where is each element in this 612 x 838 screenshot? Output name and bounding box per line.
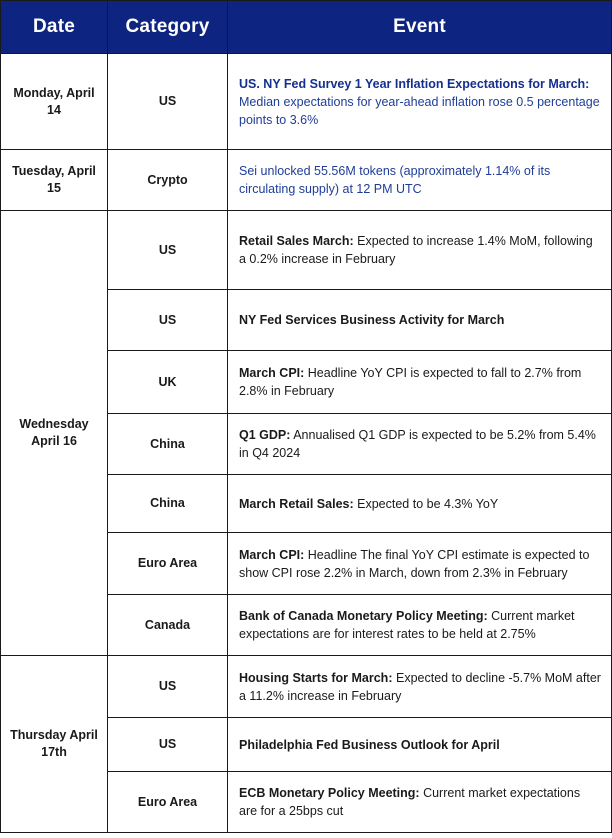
event-cell xyxy=(228,54,612,150)
event-lead: March Retail Sales: xyxy=(239,496,354,511)
header-date: Date xyxy=(1,1,108,54)
event-cell xyxy=(228,772,612,833)
event-text: Median expectations for year-ahead inflation rose 0.5 percentage points to 3.6% xyxy=(239,94,600,127)
event-cell xyxy=(228,475,612,533)
event-text: Current market expectations are for a 25bps cut xyxy=(239,786,581,818)
category-cell: US xyxy=(108,718,228,772)
event-cell xyxy=(228,656,612,718)
event-lead: Philadelphia Fed Business Outlook for April xyxy=(239,737,500,752)
event-lead: NY Fed Services Business Activity for March xyxy=(239,313,505,327)
category-cell: China xyxy=(108,475,228,533)
table-row xyxy=(1,656,612,718)
category-cell: China xyxy=(108,414,228,475)
category-cell: US xyxy=(108,290,228,351)
event-text: Current market expectations are for interest rates to be held at 2.75% xyxy=(239,609,575,641)
event-cell xyxy=(228,595,612,656)
header-row xyxy=(1,1,612,54)
event-lead: March CPI: xyxy=(239,547,305,562)
category-cell: UK xyxy=(108,351,228,414)
date-cell: Thursday April 17th xyxy=(1,656,108,833)
date-cell: Monday, April 14 xyxy=(1,54,108,150)
date-cell: Tuesday, April 15 xyxy=(1,150,108,211)
event-lead: Housing Starts for March: xyxy=(239,670,393,685)
event-text: Expected to increase 1.4% MoM, following a 0.2% increase in February xyxy=(239,234,593,266)
event-text: Headline The final YoY CPI estimate is expected to show CPI rose 2.2% in March, down from 2.3% in February xyxy=(239,547,590,580)
event-cell xyxy=(228,150,612,211)
category-cell: US xyxy=(108,54,228,150)
category-cell: US xyxy=(108,656,228,718)
event-cell xyxy=(228,290,612,351)
event-text: Expected to be 4.3% YoY xyxy=(357,496,499,511)
date-cell: Wednesday April 16 xyxy=(1,211,108,656)
event-text: Expected to decline -5.7% MoM after a 11.2% increase in February xyxy=(239,670,601,703)
event-cell xyxy=(228,351,612,414)
header-event: Event xyxy=(228,1,612,54)
event-text: Headline YoY CPI is expected to fall to 2.7% from 2.8% in February xyxy=(239,366,582,398)
event-cell xyxy=(228,211,612,290)
event-text: Annualised Q1 GDP is expected to be 5.2% from 5.4% in Q4 2024 xyxy=(239,428,596,460)
event-lead: ECB Monetary Policy Meeting: xyxy=(239,786,420,800)
table-row xyxy=(1,54,612,150)
event-lead: March CPI: xyxy=(239,366,305,380)
event-lead: Bank of Canada Monetary Policy Meeting: xyxy=(239,609,488,623)
category-cell: Canada xyxy=(108,595,228,656)
header-category: Category xyxy=(108,1,228,54)
event-lead: Retail Sales March: xyxy=(239,234,354,248)
event-lead: US. NY Fed Survey 1 Year Inflation Expectations for March: xyxy=(239,76,590,91)
table-row xyxy=(1,150,612,211)
category-cell: Crypto xyxy=(108,150,228,211)
category-cell: Euro Area xyxy=(108,533,228,595)
event-text: Sei unlocked 55.56M tokens (approximately 1.14% of its circulating supply) at 12 PM UTC xyxy=(239,164,551,196)
event-cell xyxy=(228,533,612,595)
event-cell xyxy=(228,414,612,475)
category-cell: US xyxy=(108,211,228,290)
table-row xyxy=(1,211,612,290)
category-cell: Euro Area xyxy=(108,772,228,833)
event-lead: Q1 GDP: xyxy=(239,428,291,442)
event-cell xyxy=(228,718,612,772)
